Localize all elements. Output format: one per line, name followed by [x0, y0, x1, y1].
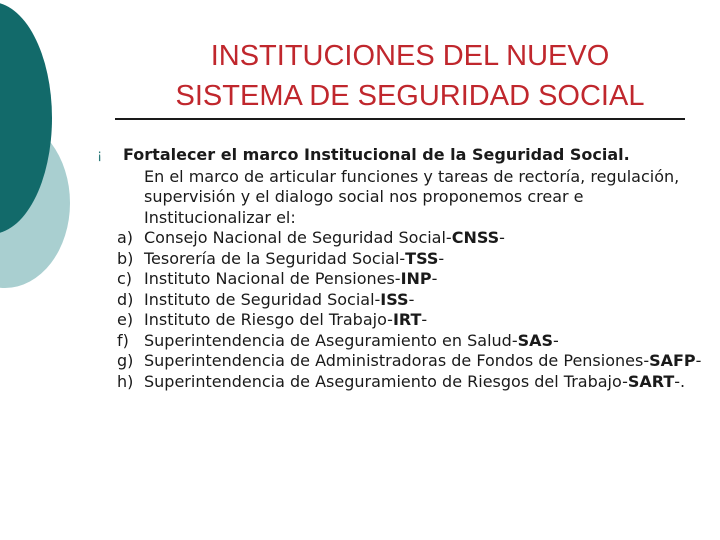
- list-marker: c): [117, 269, 133, 288]
- list-marker: g): [117, 351, 134, 370]
- institution-code: IRT: [392, 310, 422, 329]
- list-marker: a): [117, 228, 134, 247]
- institution-code: SART: [627, 371, 675, 391]
- title-line-1: INSTITUCIONES DEL NUEVO: [210, 40, 610, 72]
- title-line-2: SISTEMA DE SEGURIDAD SOCIAL: [175, 80, 645, 112]
- institution-code: TSS: [405, 248, 439, 268]
- list-item: h) Superintendencia de Aseguramiento de Riesgos del Trabajo-SART-.: [117, 371, 686, 391]
- list-item: e) Instituto de Riesgo del Trabajo-IRT-: [117, 310, 428, 329]
- institution-code: INP: [400, 269, 432, 288]
- institution-code: CNSS: [451, 228, 500, 247]
- title-divider: [115, 118, 685, 120]
- list-item: c) Instituto Nacional de Pensiones-INP-: [117, 269, 438, 288]
- list-marker: h): [117, 371, 134, 391]
- list-item: g) Superintendencia de Administradoras de Fondos de Pensiones-SAFP-: [117, 351, 702, 370]
- slide-title: [110, 36, 710, 116]
- bullet-heading: Fortalecer el marco Institucional de la Seguridad Social.: [123, 145, 630, 164]
- slide-body: [97, 145, 707, 392]
- list-item: b) Tesorería de la Seguridad Social-TSS-: [117, 248, 445, 268]
- institution-name: Consejo Nacional de Seguridad Social-: [144, 228, 452, 247]
- list-marker: b): [117, 248, 134, 268]
- circle-bullet-icon: ¡: [97, 148, 103, 163]
- bullet-point: [97, 145, 707, 167]
- list-item: f) Superintendencia de Aseguramiento en Salud-SAS-: [117, 330, 559, 350]
- list-item: a) Consejo Nacional de Seguridad Social-CNSS-: [117, 228, 505, 247]
- list-item: d) Instituto de Seguridad Social-ISS-: [117, 289, 415, 309]
- institution-name: Superintendencia de Aseguramiento de Riesgos del Trabajo-: [144, 371, 628, 391]
- list-marker: e): [117, 310, 134, 329]
- institution-code: SAS: [517, 330, 554, 350]
- institution-name: Superintendencia de Aseguramiento en Salud-: [144, 330, 518, 350]
- institution-code: ISS: [380, 289, 409, 309]
- bullet-description: En el marco de articular funciones y tareas de rectoría, regulación, supervisión y el dialogo social nos proponemos crear e Institucionalizar el:: [144, 166, 680, 227]
- institution-name: Instituto de Riesgo del Trabajo-: [144, 310, 393, 329]
- institution-name: Superintendencia de Administradoras de Fondos de Pensiones-: [144, 351, 650, 370]
- list-marker: d): [117, 289, 134, 309]
- institution-name: Instituto de Seguridad Social-: [144, 289, 381, 309]
- institution-code: SAFP: [649, 351, 696, 370]
- institution-name: Tesorería de la Seguridad Social-: [144, 248, 406, 268]
- institution-name: Instituto Nacional de Pensiones-: [144, 269, 401, 288]
- list-marker: f): [117, 330, 129, 350]
